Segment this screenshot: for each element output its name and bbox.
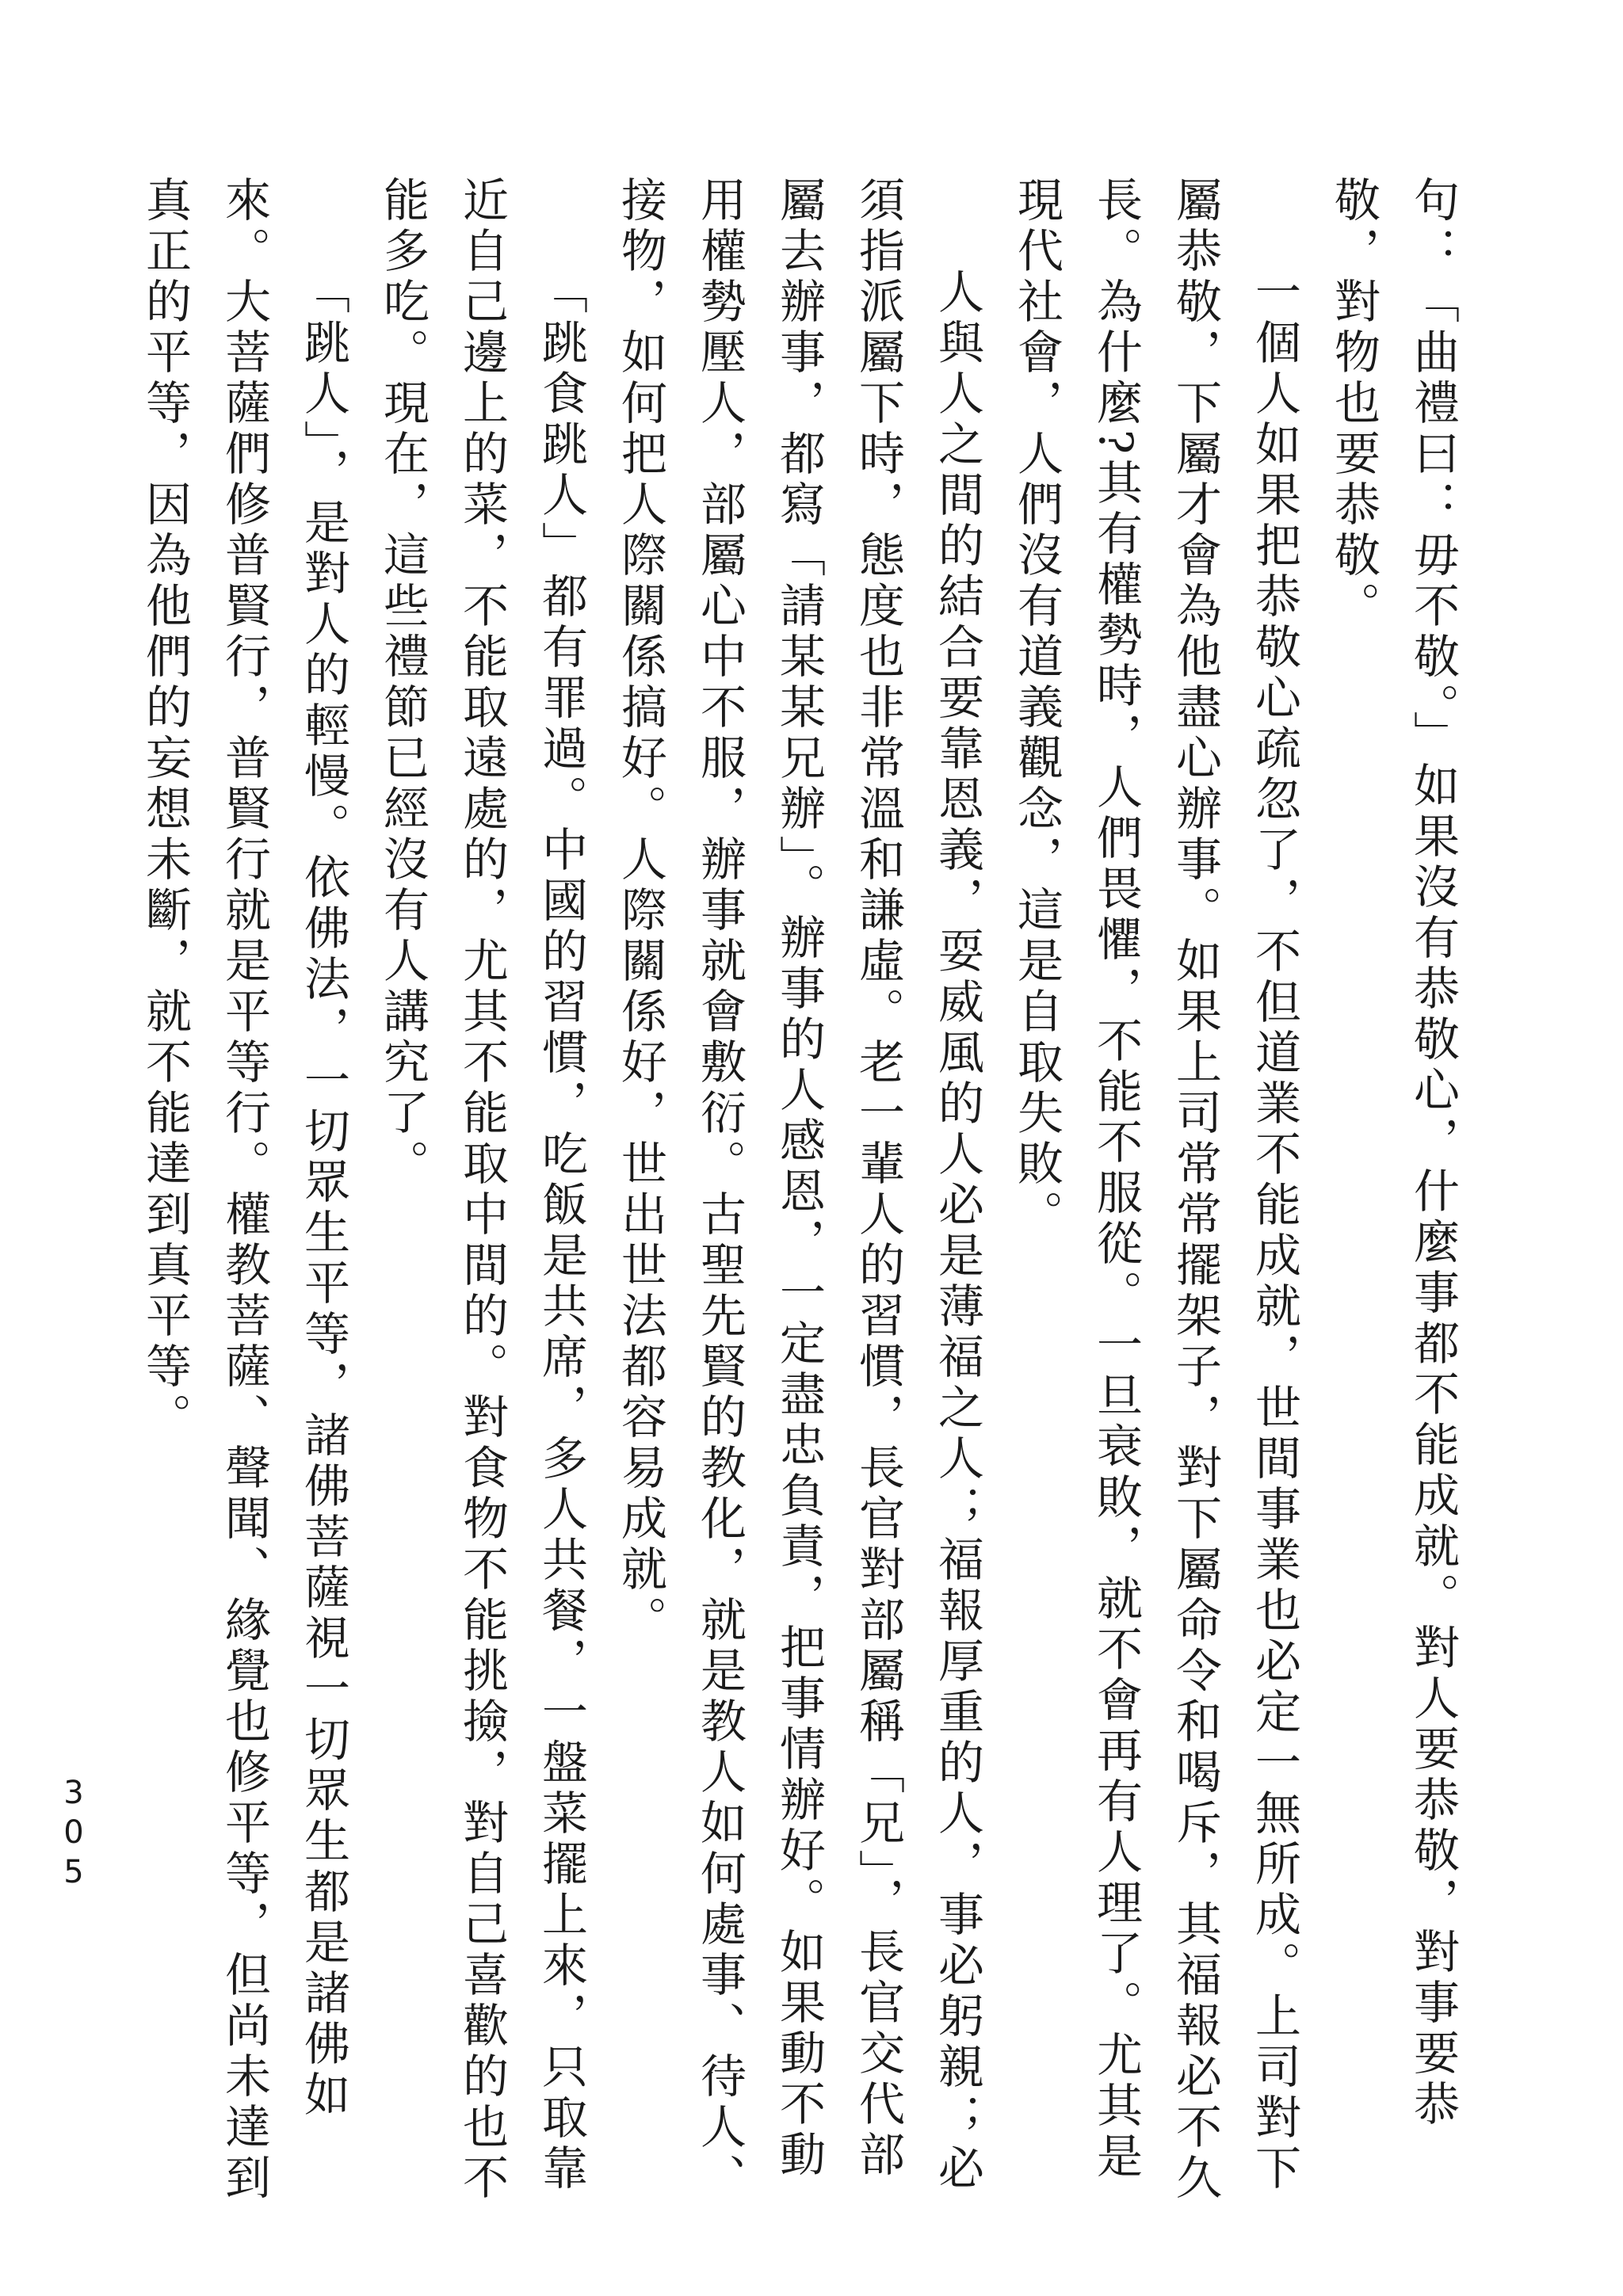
paragraph-3: 人與人之間的結合要靠恩義，耍威風的人必是薄福之人；福報厚重的人，事必躬親；必須指派屬下時，態度也非常溫和謙虛。老一輩人的習慣，長官對部屬稱「兄」，長官交代部屬去辦事，都寫「請某某兄辦」。辦事的人感恩，一定盡忠負責，把事情辦好。如果動不動用權勢壓人，部屬心中不服，辦事就會敷衍。古聖先賢的教化，就是教人如何處事、待人、接物，如何把人際關係搞好。人際關係好，世出世法都容易成就。 (613, 176, 984, 2204)
paragraph-1: 句：「曲禮曰：毋不敬。」如果沒有恭敬心，什麼事都不能成就。對人要恭敬，對事要恭敬，對物也要恭敬。 (1327, 176, 1460, 2130)
vertical-text-body (125, 176, 1472, 2220)
paragraph-5: 「跳人」，是對人的輕慢。依佛法，一切眾生平等，諸佛菩薩視一切眾生都是諸佛如來。大菩薩們修普賢行，普賢行就是平等行。權教菩薩、聲聞、緣覺也修平等，但尚未達到真正的平等，因為他們的妄想未斷，就不能達到真平等。 (138, 176, 350, 2204)
page-number: 305 (55, 1775, 92, 1894)
paragraph-2: 一個人如果把恭敬心疏忽了，不但道業不能成就，世間事業也必定一無所成。上司對下屬恭敬，下屬才會為他盡心辦事。如果上司常常擺架子，對下屬命令和喝斥，其福報必不久長。為什麼?其有權勢時，人們畏懼，不能不服從。一旦衰敗，就不會再有人理了。尤其是現代社會，人們沒有道義觀念，這是自取失敗。 (1010, 176, 1301, 2204)
paragraph-4: 「跳食跳人」都有罪過。中國的習慣，吃飯是共席，多人共餐，一盤菜擺上來，只取靠近自己邊上的菜，不能取遠處的，尤其不能取中間的。對食物不能挑撿，對自己喜歡的也不能多吃。現在，這些禮節已經沒有人講究了。 (376, 176, 588, 2204)
